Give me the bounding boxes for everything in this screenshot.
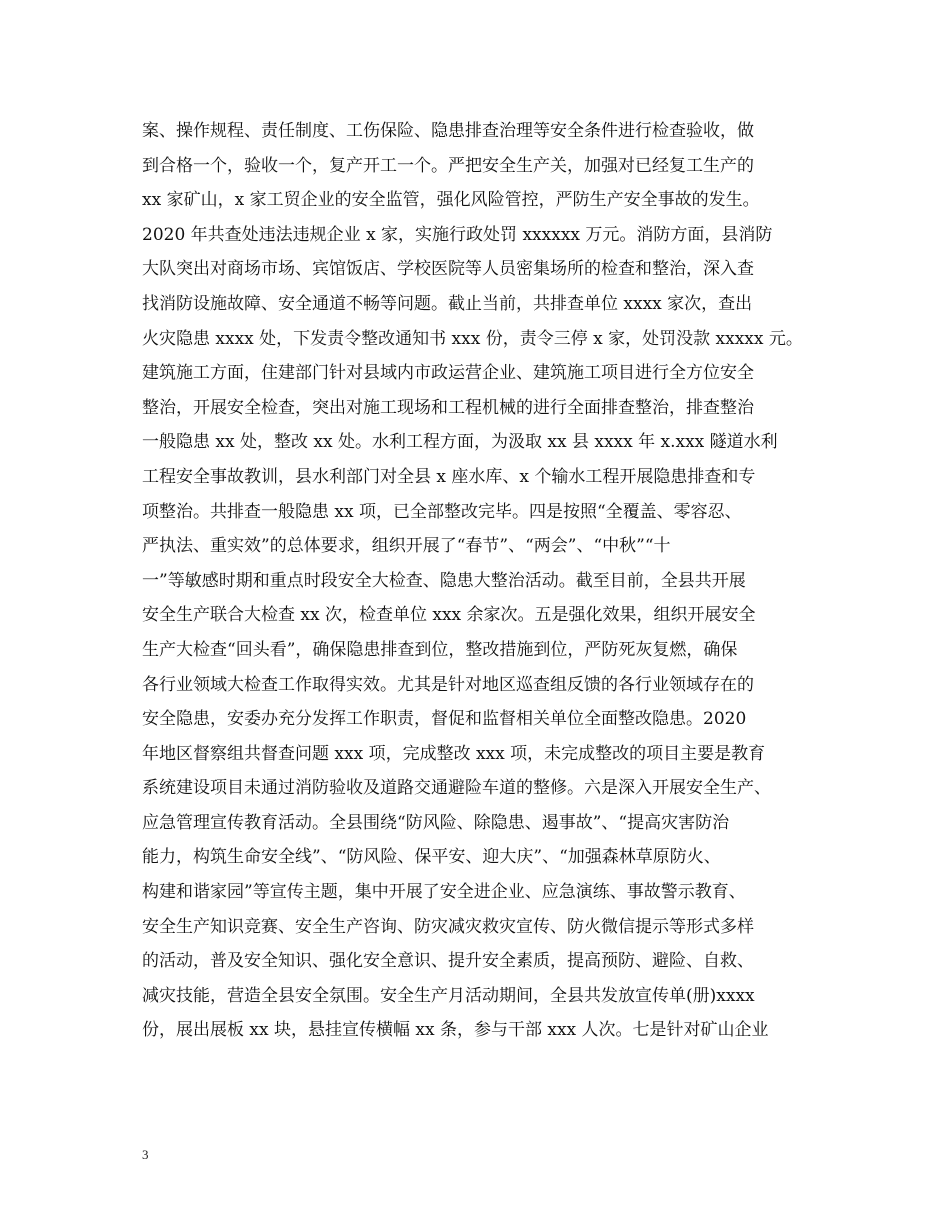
- text-line-22: 能力，构筑生命安全线”、“防风险、保平安、迎大庆”、“加强森林草原防火、: [142, 847, 721, 868]
- text-line-24: 安全生产知识竞赛、安全生产咨询、防灾减灾救灾宣传、防火微信提示等形式多样: [142, 916, 754, 937]
- text-line-25: 的活动，普及安全知识、强化安全意识、提升安全素质，提高预防、避险、自救、: [142, 951, 754, 972]
- text-line-9: 整治，开展安全检查，突出对施工现场和工程机械的进行全面排查整治，排查整治: [142, 397, 754, 418]
- text-line-11: 工程安全事故教训，县水利部门对全县 x 座水库、x 个输水工程开展隐患排查和专: [142, 466, 756, 487]
- text-line-26: 减灾技能，营造全县安全氛围。安全生产月活动期间，全县共发放宣传单(册)xxxx: [142, 985, 755, 1006]
- text-line-10: 一般隐患 xx 处，整改 xx 处。水利工程方面，为汲取 xx 县 xxxx 年 x.xxx 隧道水利: [142, 432, 778, 453]
- text-line-23: 构建和谐家园”等宣传主题，集中开展了安全进企业、应急演练、事故警示教育、: [142, 882, 746, 903]
- text-line-13: 严执法、重实效”的总体要求，组织开展了“春节”、“两会”、“中秋”“十: [142, 536, 671, 557]
- text-line-21: 应急管理宣传教育活动。全县围绕“防风险、除隐患、遏事故”、“提高灾害防治: [142, 812, 730, 833]
- text-line-2: 到合格一个，验收一个，复产开工一个。严把安全生产关，加强对已经复工生产的: [142, 155, 754, 176]
- text-line-20: 系统建设项目未通过消防验收及道路交通避险车道的整修。六是深入开展安全生产、: [142, 778, 771, 799]
- text-line-7: 火灾隐患 xxxx 处，下发责令整改通知书 xxx 份，责令三停 x 家，处罚没款 xxxxx 元。: [142, 328, 803, 349]
- text-line-19: 年地区督察组共督查问题 xxx 项，完成整改 xxx 项，未完成整改的项目主要是教育: [142, 743, 766, 764]
- text-line-8: 建筑施工方面，住建部门针对县域内市政运营企业、建筑施工项目进行全方位安全: [142, 363, 754, 384]
- text-line-6: 找消防设施故障、安全通道不畅等问题。截止当前，共排查单位 xxxx 家次，查出: [142, 293, 753, 314]
- text-line-1: 案、操作规程、责任制度、工伤保险、隐患排查治理等安全条件进行检查验收，做: [142, 121, 754, 141]
- text-line-14: 一”等敏感时期和重点时段安全大检查、隐患大整治活动。截至目前，全县共开展: [142, 570, 746, 591]
- text-line-15: 安全生产联合大检查 xx 次，检查单位 xxx 余家次。五是强化效果，组织开展安全: [142, 605, 756, 626]
- text-line-16: 生产大检查“回头看”，确保隐患排查到位，整改措施到位，严防死灰复燃，确保: [142, 639, 738, 660]
- text-line-4: 2020 年共查处违法违规企业 x 家，实施行政处罚 xxxxxx 万元。消防方面，县消防: [142, 224, 773, 245]
- text-line-18: 安全隐患，安委办充分发挥工作职责，督促和监督相关单位全面整改隐患。2020: [142, 709, 747, 730]
- text-line-17: 各行业领域大检查工作取得实效。尤其是针对地区巡查组反馈的各行业领域存在的: [142, 674, 754, 695]
- text-line-27: 份，展出展板 xx 块，悬挂宣传横幅 xx 条，参与干部 xxx 人次。七是针对矿山企业: [142, 1020, 769, 1041]
- text-line-5: 大队突出对商场市场、宾馆饭店、学校医院等人员密集场所的检查和整治，深入查: [142, 259, 754, 280]
- text-line-3: xx 家矿山，x 家工贸企业的安全监管，强化风险管控，严防生产安全事故的发生。: [142, 190, 760, 211]
- body-paragraph: [142, 114, 832, 1048]
- text-line-12: 项整治。共排查一般隐患 xx 项，已全部整改完毕。四是按照“全覆盖、零容忍、: [142, 501, 742, 522]
- page-number: 3: [142, 1147, 149, 1162]
